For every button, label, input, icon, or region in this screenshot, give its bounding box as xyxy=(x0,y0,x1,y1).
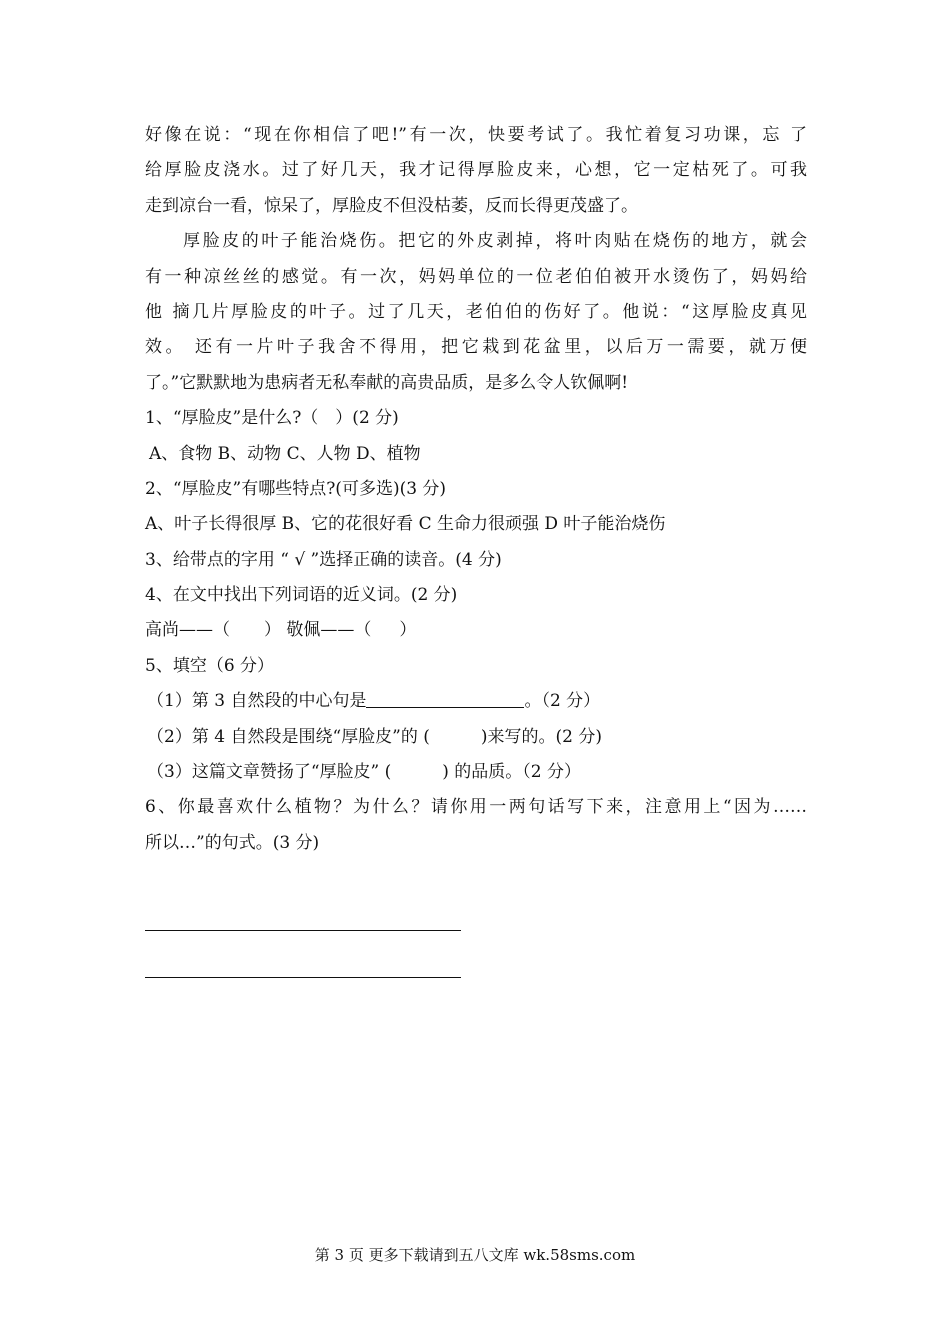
question-1-options: A、食物 B、动物 C、人物 D、植物 xyxy=(149,443,421,464)
answer-area[interactable] xyxy=(145,930,461,1024)
passage-line: 给厚脸皮浇水。过了好几天，我才记得厚脸皮来，心想，它一定枯死了。可我 xyxy=(145,160,807,181)
question-5-1 xyxy=(145,684,807,719)
fill-blank-underline[interactable] xyxy=(366,689,524,708)
passage-line: 有一种凉丝丝的感觉。有一次，妈妈单位的一位老伯伯被开水烫伤了，妈妈给 xyxy=(145,266,807,287)
question-5-2: （2）第 4 自然段是围绕“厚脸皮”的 ( )来写的。(2 分) xyxy=(147,726,602,747)
question-2-options: A、叶子长得很厚 B、它的花很好看 C 生命力很顽强 D 叶子能治烧伤 xyxy=(145,514,666,535)
answer-line[interactable] xyxy=(145,930,461,931)
synonym-pair-b-close: ） xyxy=(399,620,417,641)
question-6-line: 6、你最喜欢什么植物？为什么？请你用一两句话写下来，注意用上“因为…… xyxy=(145,797,807,818)
answer-line[interactable] xyxy=(145,977,461,978)
synonym-pair-b: 敬佩——（ xyxy=(286,620,372,641)
question-6-line: 所以…”的句式。(3 分) xyxy=(145,832,320,853)
question-3: 3、给带点的字用 “ √ ”选择正确的读音。(4 分) xyxy=(145,549,502,570)
passage-line: 走到凉台一看，惊呆了，厚脸皮不但没枯萎，反而长得更茂盛了。 xyxy=(145,195,638,216)
question-4: 4、在文中找出下列词语的近义词。(2 分) xyxy=(145,585,458,606)
question-5-1-suffix: 。（2 分） xyxy=(524,691,601,712)
passage-line: 好像在说：“现在你相信了吧!”有一次，快要考试了。我忙着复习功课，忘 了 xyxy=(145,125,807,145)
question-5-3: （3）这篇文章赞扬了“厚脸皮” ( ) 的品质。（2 分） xyxy=(147,762,581,783)
worksheet-body xyxy=(145,118,807,861)
question-5-1-prefix: （1）第 3 自然段的中心句是 xyxy=(147,691,367,712)
passage-line: 效。 还有一片叶子我舍不得用，把它栽到花盆里，以后万一需要，就万便 xyxy=(145,337,807,358)
passage-line: 了。”它默默地为患病者无私奉献的高贵品质，是多么令人钦佩啊! xyxy=(145,372,629,393)
passage-line: 厚脸皮的叶子能治烧伤。把它的外皮剥掉，将叶肉贴在烧伤的地方，就会 xyxy=(183,231,807,252)
page-footer: 第 3 页 更多下载请到五八文库 wk.58sms.com xyxy=(314,1246,636,1264)
question-1: 1、“厚脸皮”是什么?（ ）(2 分) xyxy=(145,408,399,429)
synonym-pair-a: 高尚——（ xyxy=(145,620,230,641)
question-5: 5、填空（6 分） xyxy=(145,655,275,676)
synonym-pair-a-close: ） xyxy=(264,620,281,641)
passage-line: 他 摘几片厚脸皮的叶子。过了几天，老伯伯的伤好了。他说：“这厚脸皮真见 xyxy=(145,301,807,322)
question-2: 2、“厚脸皮”有哪些特点?(可多选)(3 分) xyxy=(145,478,447,499)
question-4-pairs xyxy=(145,613,807,648)
